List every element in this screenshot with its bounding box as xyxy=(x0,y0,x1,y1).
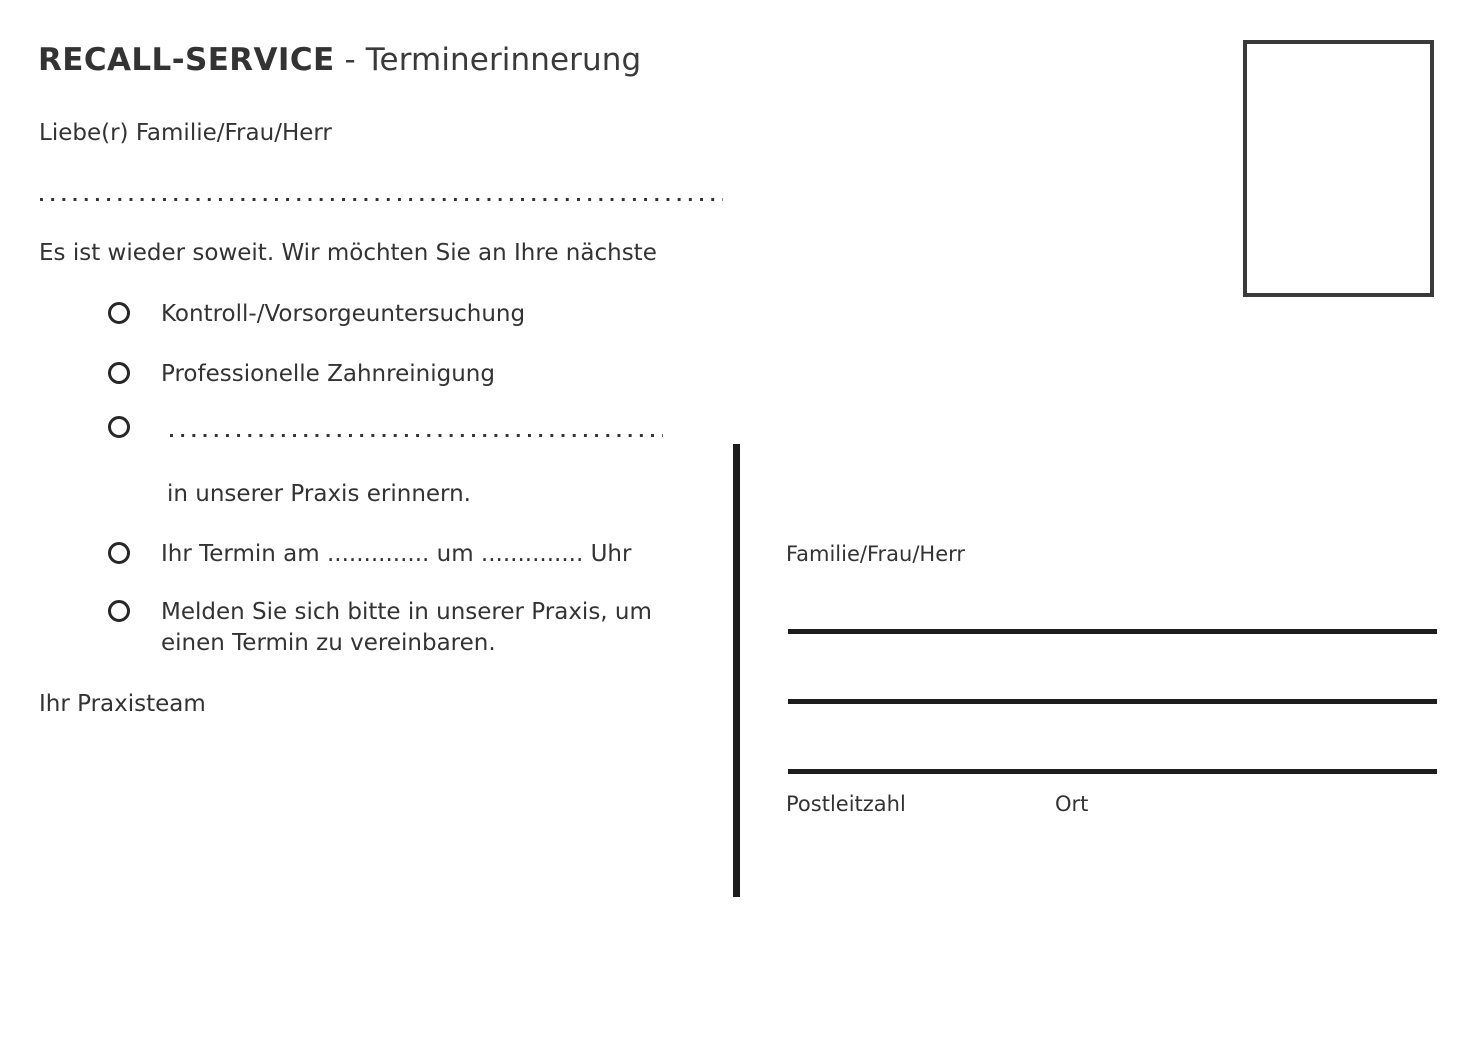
intro-text: Es ist wieder soweit. Wir möchten Sie an Ihre nächste xyxy=(39,240,657,266)
circle-checkbox-icon[interactable] xyxy=(108,362,130,384)
signoff-text: Ihr Praxisteam xyxy=(39,691,206,717)
address-line-2[interactable] xyxy=(788,699,1437,704)
subline-text: in unserer Praxis erinnern. xyxy=(167,481,471,507)
address-line-1[interactable] xyxy=(788,629,1437,634)
option-appointment-date[interactable] xyxy=(108,539,631,569)
circle-checkbox-icon[interactable] xyxy=(108,302,130,324)
circle-checkbox-icon[interactable] xyxy=(108,542,130,564)
postal-code-label: Postleitzahl xyxy=(786,792,906,816)
circle-checkbox-icon[interactable] xyxy=(108,416,130,438)
option-custom-free-text[interactable] xyxy=(108,413,161,438)
option-kontrolluntersuchung[interactable] xyxy=(108,299,525,329)
vertical-divider xyxy=(733,444,740,897)
custom-option-dotted-field[interactable] xyxy=(170,432,663,438)
page-title-strong: RECALL-SERVICE xyxy=(38,42,335,78)
postage-stamp-box xyxy=(1243,40,1434,297)
option-call-practice[interactable] xyxy=(108,597,652,659)
circle-checkbox-icon[interactable] xyxy=(108,600,130,622)
page-title-light: - Terminerinnerung xyxy=(334,42,642,78)
option-zahnreinigung[interactable] xyxy=(108,359,495,389)
address-title: Familie/Frau/Herr xyxy=(786,542,966,566)
option-label: Kontroll-/Vorsorgeuntersuchung xyxy=(161,301,526,327)
option-label: Ihr Termin am .............. um .............. Uhr xyxy=(161,541,632,567)
salutation-text: Liebe(r) Familie/Frau/Herr xyxy=(39,120,332,146)
page-title xyxy=(38,40,641,80)
recipient-name-dotted-field[interactable] xyxy=(40,196,723,202)
option-label: Melden Sie sich bitte in unserer Praxis, um einen Termin zu vereinbaren. xyxy=(161,599,652,656)
city-label: Ort xyxy=(1055,792,1089,816)
option-label: Professionelle Zahnreinigung xyxy=(161,361,495,387)
address-line-3[interactable] xyxy=(788,769,1437,774)
